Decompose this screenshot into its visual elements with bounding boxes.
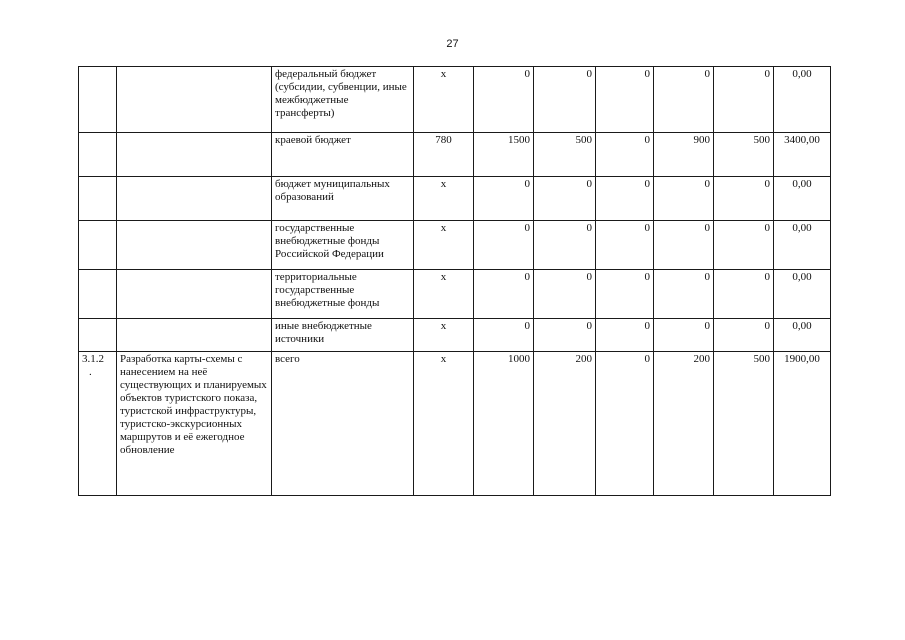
- table-row: [79, 352, 831, 496]
- year-4-cell: 0: [654, 67, 714, 133]
- year-1-cell: 0: [474, 319, 534, 352]
- activity-cell: [117, 133, 272, 177]
- funding-source-cell: всего: [272, 352, 414, 496]
- year-5-cell: 0: [714, 177, 774, 221]
- year-2-cell: 500: [534, 133, 596, 177]
- total-cell: 0,00: [774, 177, 831, 221]
- total-cell: 0,00: [774, 221, 831, 270]
- year-2-cell: 0: [534, 319, 596, 352]
- activity-cell: Разработка карты-схемы с нанесением на неё существующих и планируемых объектов туристского показа, туристской инфраструктуры, туристско-экскурсионных маршрутов и её ежегодное обновление: [117, 352, 272, 496]
- code-cell: [79, 133, 117, 177]
- year-1-cell: 1500: [474, 133, 534, 177]
- year-1-cell: 0: [474, 270, 534, 319]
- activity-cell: [117, 319, 272, 352]
- total-cell: 0,00: [774, 67, 831, 133]
- page-number: 27: [446, 38, 459, 50]
- code-cell: [79, 67, 117, 133]
- funding-source-cell: краевой бюджет: [272, 133, 414, 177]
- year-2-cell: 0: [534, 270, 596, 319]
- year-2-cell: 0: [534, 221, 596, 270]
- funding-source-cell: территориальные государственные внебюджетные фонды: [272, 270, 414, 319]
- year-5-cell: 0: [714, 319, 774, 352]
- activity-code: 3.1.2: [82, 353, 104, 365]
- total-cell: 0,00: [774, 270, 831, 319]
- total-cell: 1900,00: [774, 352, 831, 496]
- year-3-cell: 0: [596, 270, 654, 319]
- year-5-cell: 0: [714, 270, 774, 319]
- base-value-cell: х: [414, 67, 474, 133]
- year-4-cell: 0: [654, 319, 714, 352]
- year-3-cell: 0: [596, 177, 654, 221]
- total-cell: 3400,00: [774, 133, 831, 177]
- year-4-cell: 0: [654, 270, 714, 319]
- year-5-cell: 0: [714, 221, 774, 270]
- funding-source-cell: иные внебюджетные источники: [272, 319, 414, 352]
- table-row: [79, 221, 831, 270]
- funding-source-cell: государственные внебюджетные фонды Российской Федерации: [272, 221, 414, 270]
- base-value-cell: х: [414, 270, 474, 319]
- table-row: [79, 67, 831, 133]
- funding-source-cell: федеральный бюджет (субсидии, субвенции, иные межбюджетные трансферты): [272, 67, 414, 133]
- budget-table: [78, 66, 831, 496]
- total-cell: 0,00: [774, 319, 831, 352]
- year-2-cell: 0: [534, 67, 596, 133]
- table-row: [79, 270, 831, 319]
- base-value-cell: 780: [414, 133, 474, 177]
- year-4-cell: 0: [654, 177, 714, 221]
- year-4-cell: 0: [654, 221, 714, 270]
- code-cell: [79, 319, 117, 352]
- year-1-cell: 0: [474, 67, 534, 133]
- year-5-cell: 0: [714, 67, 774, 133]
- year-3-cell: 0: [596, 352, 654, 496]
- table-row: [79, 133, 831, 177]
- year-3-cell: 0: [596, 319, 654, 352]
- activity-code-suffix: .: [89, 366, 92, 378]
- year-2-cell: 200: [534, 352, 596, 496]
- funding-source-cell: бюджет муниципальных образований: [272, 177, 414, 221]
- year-3-cell: 0: [596, 67, 654, 133]
- year-1-cell: 0: [474, 177, 534, 221]
- code-cell: [79, 352, 117, 496]
- year-2-cell: 0: [534, 177, 596, 221]
- year-4-cell: 200: [654, 352, 714, 496]
- year-3-cell: 0: [596, 133, 654, 177]
- activity-cell: [117, 270, 272, 319]
- table-row: [79, 177, 831, 221]
- year-1-cell: 1000: [474, 352, 534, 496]
- code-cell: [79, 270, 117, 319]
- activity-cell: [117, 221, 272, 270]
- year-5-cell: 500: [714, 352, 774, 496]
- year-3-cell: 0: [596, 221, 654, 270]
- year-4-cell: 900: [654, 133, 714, 177]
- year-5-cell: 500: [714, 133, 774, 177]
- activity-cell: [117, 67, 272, 133]
- base-value-cell: х: [414, 177, 474, 221]
- base-value-cell: х: [414, 221, 474, 270]
- code-cell: [79, 177, 117, 221]
- year-1-cell: 0: [474, 221, 534, 270]
- base-value-cell: х: [414, 352, 474, 496]
- table-row: [79, 319, 831, 352]
- activity-cell: [117, 177, 272, 221]
- base-value-cell: х: [414, 319, 474, 352]
- code-cell: [79, 221, 117, 270]
